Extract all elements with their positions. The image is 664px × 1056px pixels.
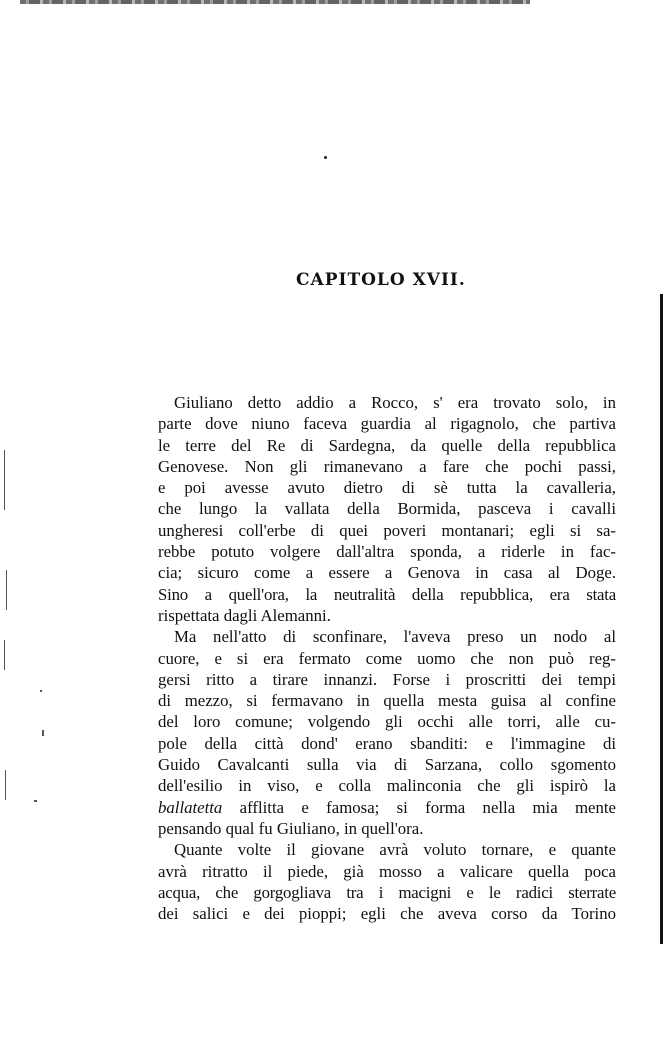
paragraph: [158, 839, 616, 924]
text-line: cia; sicuro come a essere a Genova in casa al Doge.: [158, 563, 616, 583]
margin-marks: [0, 440, 40, 840]
text-line: le terre del Re di Sardegna, da quelle della repubblica: [158, 435, 616, 455]
text-line: dell'esilio in viso, e colla malinconia che gli ispirò la: [158, 776, 616, 796]
paragraph: [158, 626, 616, 839]
text-line: ballatetta afflitta e famosa; si forma nella mia mente: [158, 797, 616, 817]
text-line: Guido Cavalcanti sulla via di Sarzana, collo sgomento: [158, 755, 616, 775]
text-line: del loro comune; volgendo gli occhi alle torri, alle cu-: [158, 712, 616, 732]
body-text: [158, 392, 616, 924]
text-line: Quante volte il giovane avrà voluto tornare, e quante: [174, 840, 616, 860]
ink-speck: [324, 156, 327, 159]
text-line: che lungo la vallata della Bormida, pasceva i cavalli: [158, 499, 616, 519]
text-line: Genovese. Non gli rimanevano a fare che pochi passi,: [158, 456, 616, 476]
text-line: rebbe potuto volgere dall'altra sponda, a riderle in fac-: [158, 542, 616, 562]
page-top-edge: [20, 0, 530, 4]
text-line: pole della città dond' erano sbanditi: e l'immagine di: [158, 733, 616, 753]
text-line: pensando qual fu Giuliano, in quell'ora.: [158, 818, 424, 838]
page-edge-rule: [660, 294, 663, 944]
paragraph: [158, 392, 616, 626]
text-line: acqua, che gorgogliava tra i macigni e le radici sterrate: [158, 882, 616, 902]
text-line: gersi ritto a tirare innanzi. Forse i proscritti dei tempi: [158, 669, 616, 689]
text-line: avrà ritratto il piede, già mosso a valicare quella poca: [158, 861, 616, 881]
text-line: dei salici e dei pioppi; egli che aveva corso da Torino: [158, 904, 616, 924]
text-line: Sino a quell'ora, la neutralità della repubblica, era stata: [158, 584, 616, 604]
text-line: di mezzo, si fermavano in quella mesta guisa al confine: [158, 691, 616, 711]
chapter-title: CAPITOLO XVII.: [296, 270, 466, 290]
text-line: Ma nell'atto di sconfinare, l'aveva preso un nodo al: [174, 627, 616, 647]
text-line: Giuliano detto addio a Rocco, s' era trovato solo, in: [174, 393, 616, 412]
text-line: ungheresi coll'erbe di quei poveri montanari; egli si sa-: [158, 520, 616, 540]
text-line: cuore, e si era fermato come uomo che non può reg-: [158, 648, 616, 668]
text-line: rispettata dagli Alemanni.: [158, 605, 331, 625]
text-line: e poi avesse avuto dietro di sè tutta la cavalleria,: [158, 478, 616, 498]
text-line: parte dove niuno faceva guardia al rigagnolo, che partiva: [158, 414, 616, 434]
